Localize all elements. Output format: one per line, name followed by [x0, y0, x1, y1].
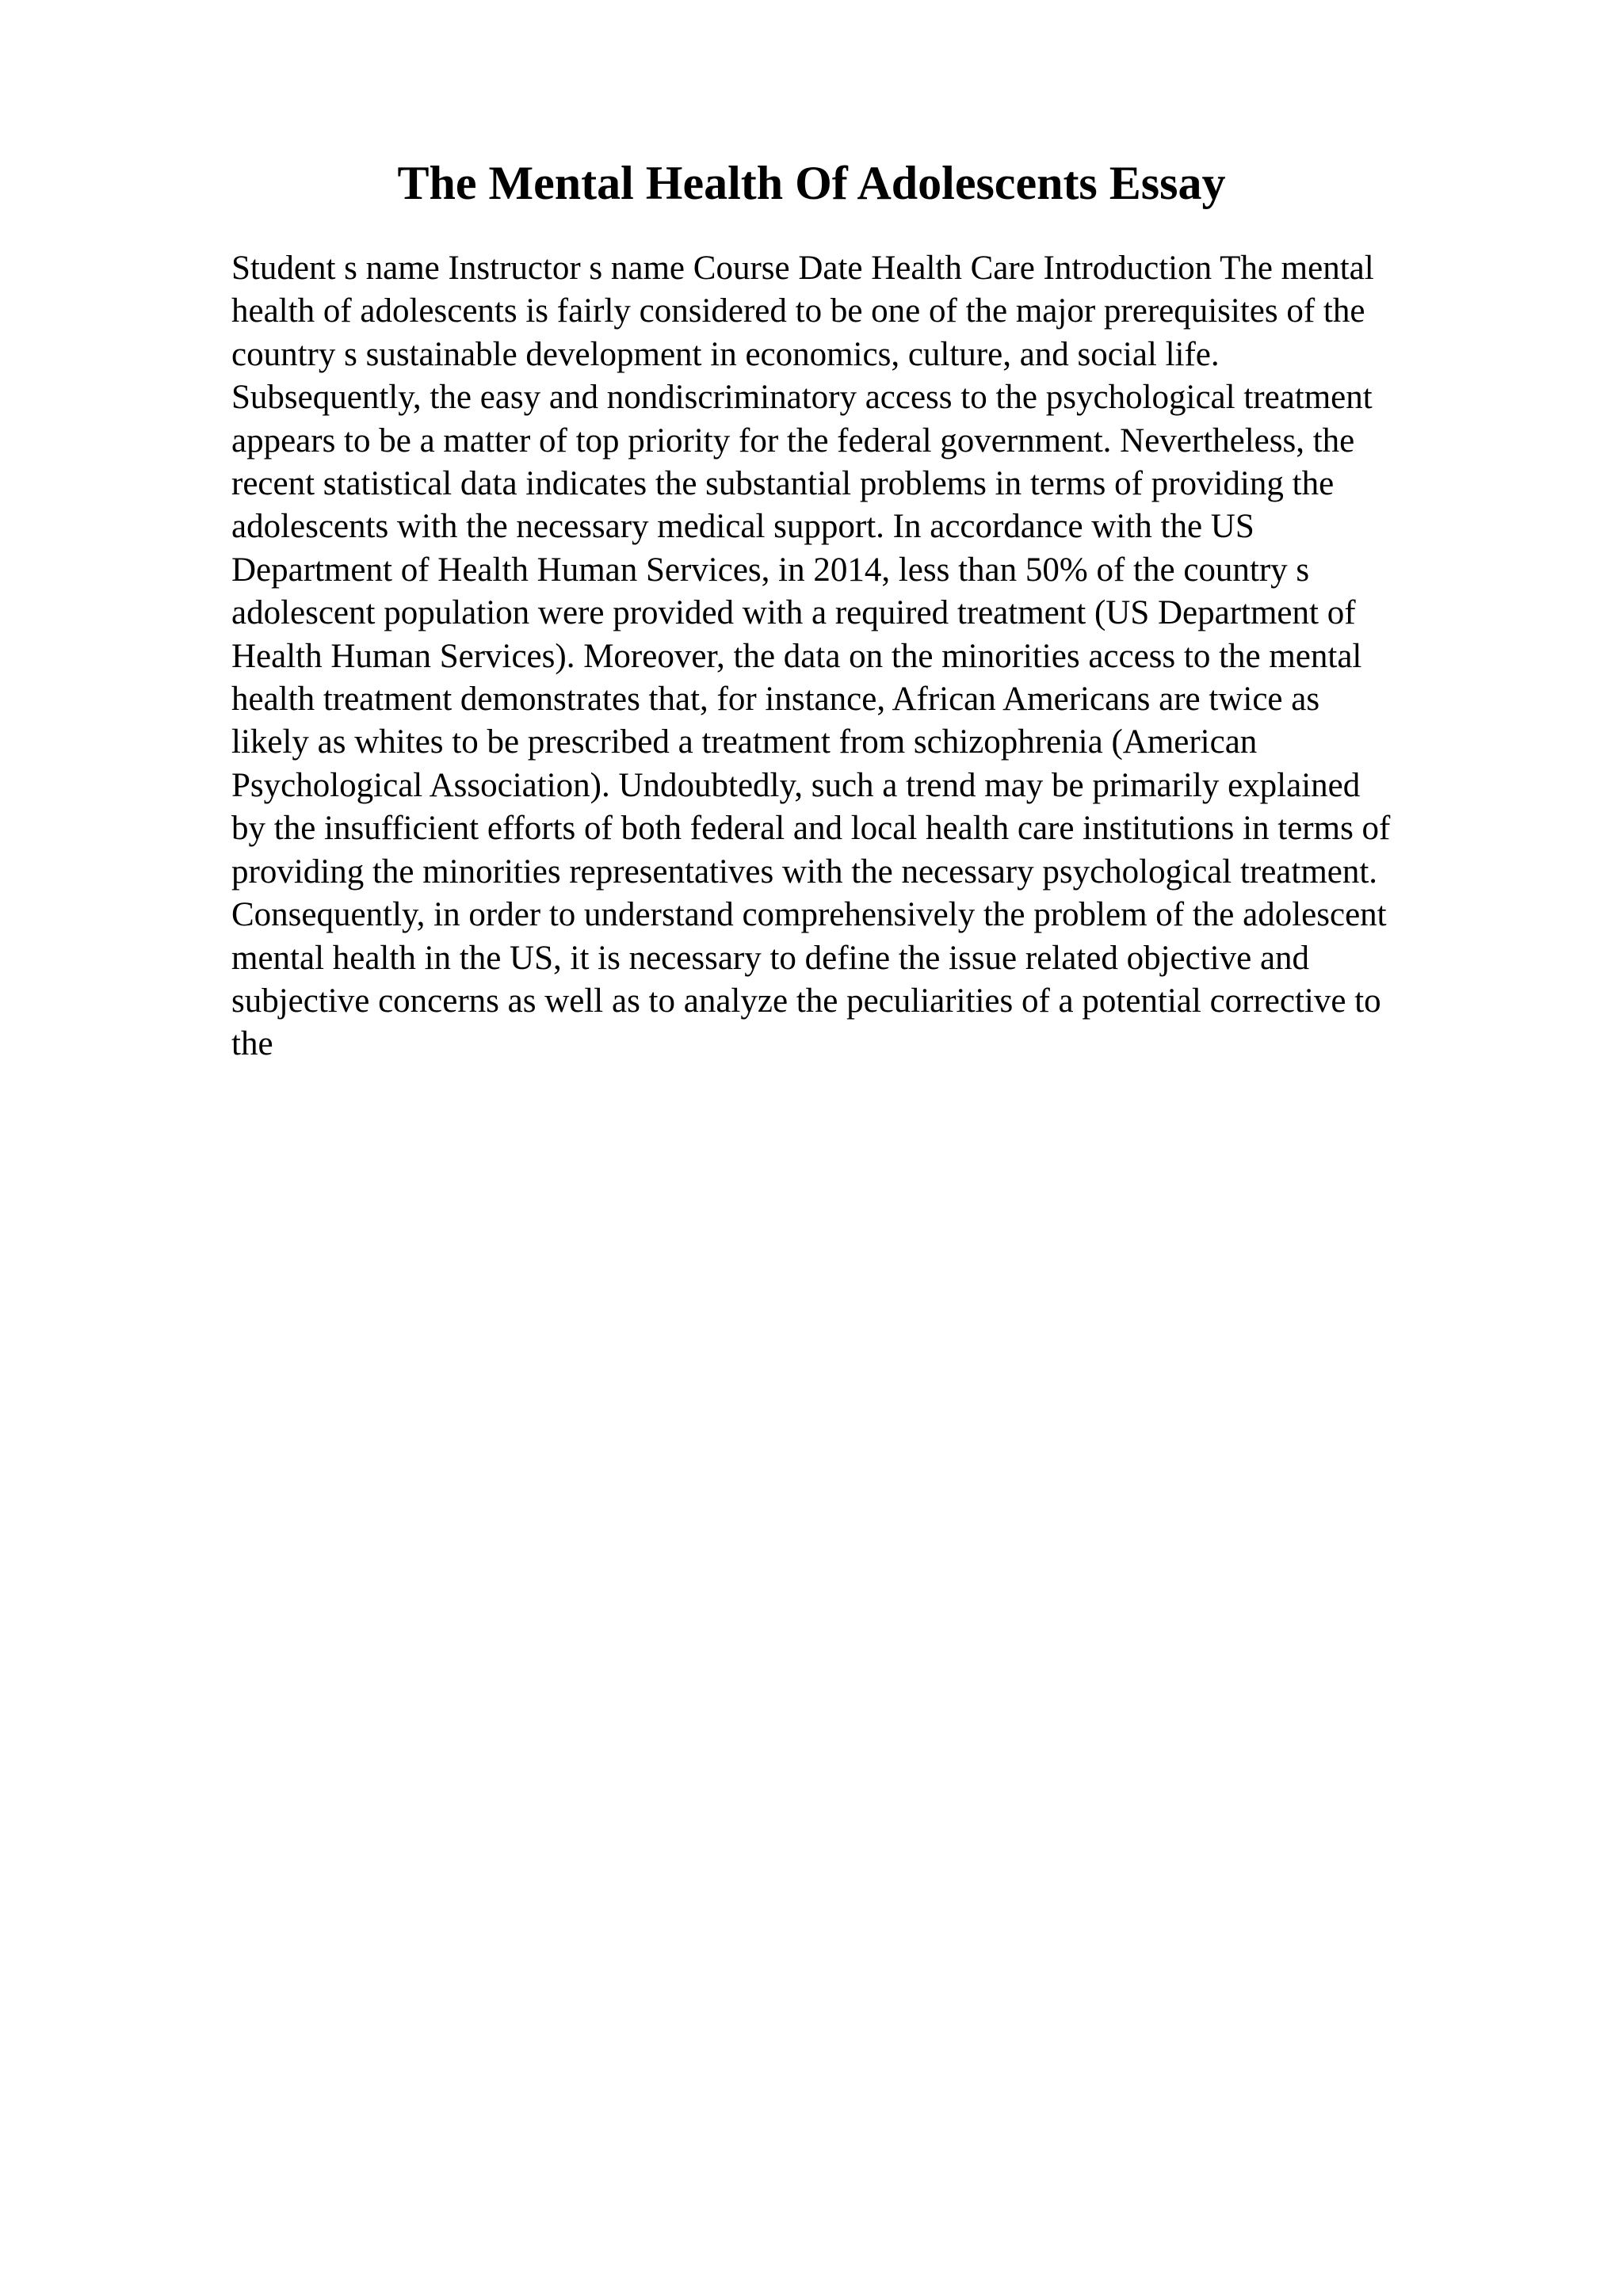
body-line: by the insufficient efforts of both federal and local health care institutions in terms of — [231, 810, 1391, 848]
body-line: Consequently, in order to understand comprehensively the problem of the adolescent — [231, 896, 1387, 934]
body-line: recent statistical data indicates the substantial problems in terms of providing the — [231, 465, 1335, 503]
document-body — [231, 247, 1499, 1066]
body-line: subjective concerns as well as to analyze the peculiarities of a potential corrective to — [231, 982, 1381, 1020]
body-line: adolescent population were provided with a required treatment (US Department of — [231, 594, 1356, 632]
body-line: appears to be a matter of top priority for the federal government. Nevertheless, the — [231, 421, 1355, 460]
body-line: Subsequently, the easy and nondiscriminatory access to the psychological treatment — [231, 379, 1373, 417]
body-line: adolescents with the necessary medical support. In accordance with the US — [231, 508, 1254, 546]
document-title: The Mental Health Of Adolescents Essay — [397, 157, 1226, 209]
body-line: Student s name Instructor s name Course Date Health Care Introduction The mental — [231, 250, 1374, 287]
body-line: Health Human Services). Moreover, the data on the minorities access to the mental — [231, 637, 1362, 675]
body-line: country s sustainable development in economics, culture, and social life. — [231, 335, 1220, 373]
body-line: the — [231, 1025, 273, 1063]
body-line: health treatment demonstrates that, for instance, African Americans are twice as — [231, 681, 1320, 719]
body-line: Psychological Association). Undoubtedly, such a trend may be primarily explained — [231, 766, 1361, 804]
body-line: providing the minorities representatives with the necessary psychological treatment. — [231, 852, 1378, 891]
body-line: likely as whites to be prescribed a treatment from schizophrenia (American — [231, 723, 1258, 761]
body-line: mental health in the US, it is necessary to define the issue related objective and — [231, 939, 1310, 977]
body-line: Department of Health Human Services, in 2014, less than 50% of the country s — [231, 551, 1310, 589]
body-line: health of adolescents is fairly considered to be one of the major prerequisites of the — [231, 292, 1365, 330]
